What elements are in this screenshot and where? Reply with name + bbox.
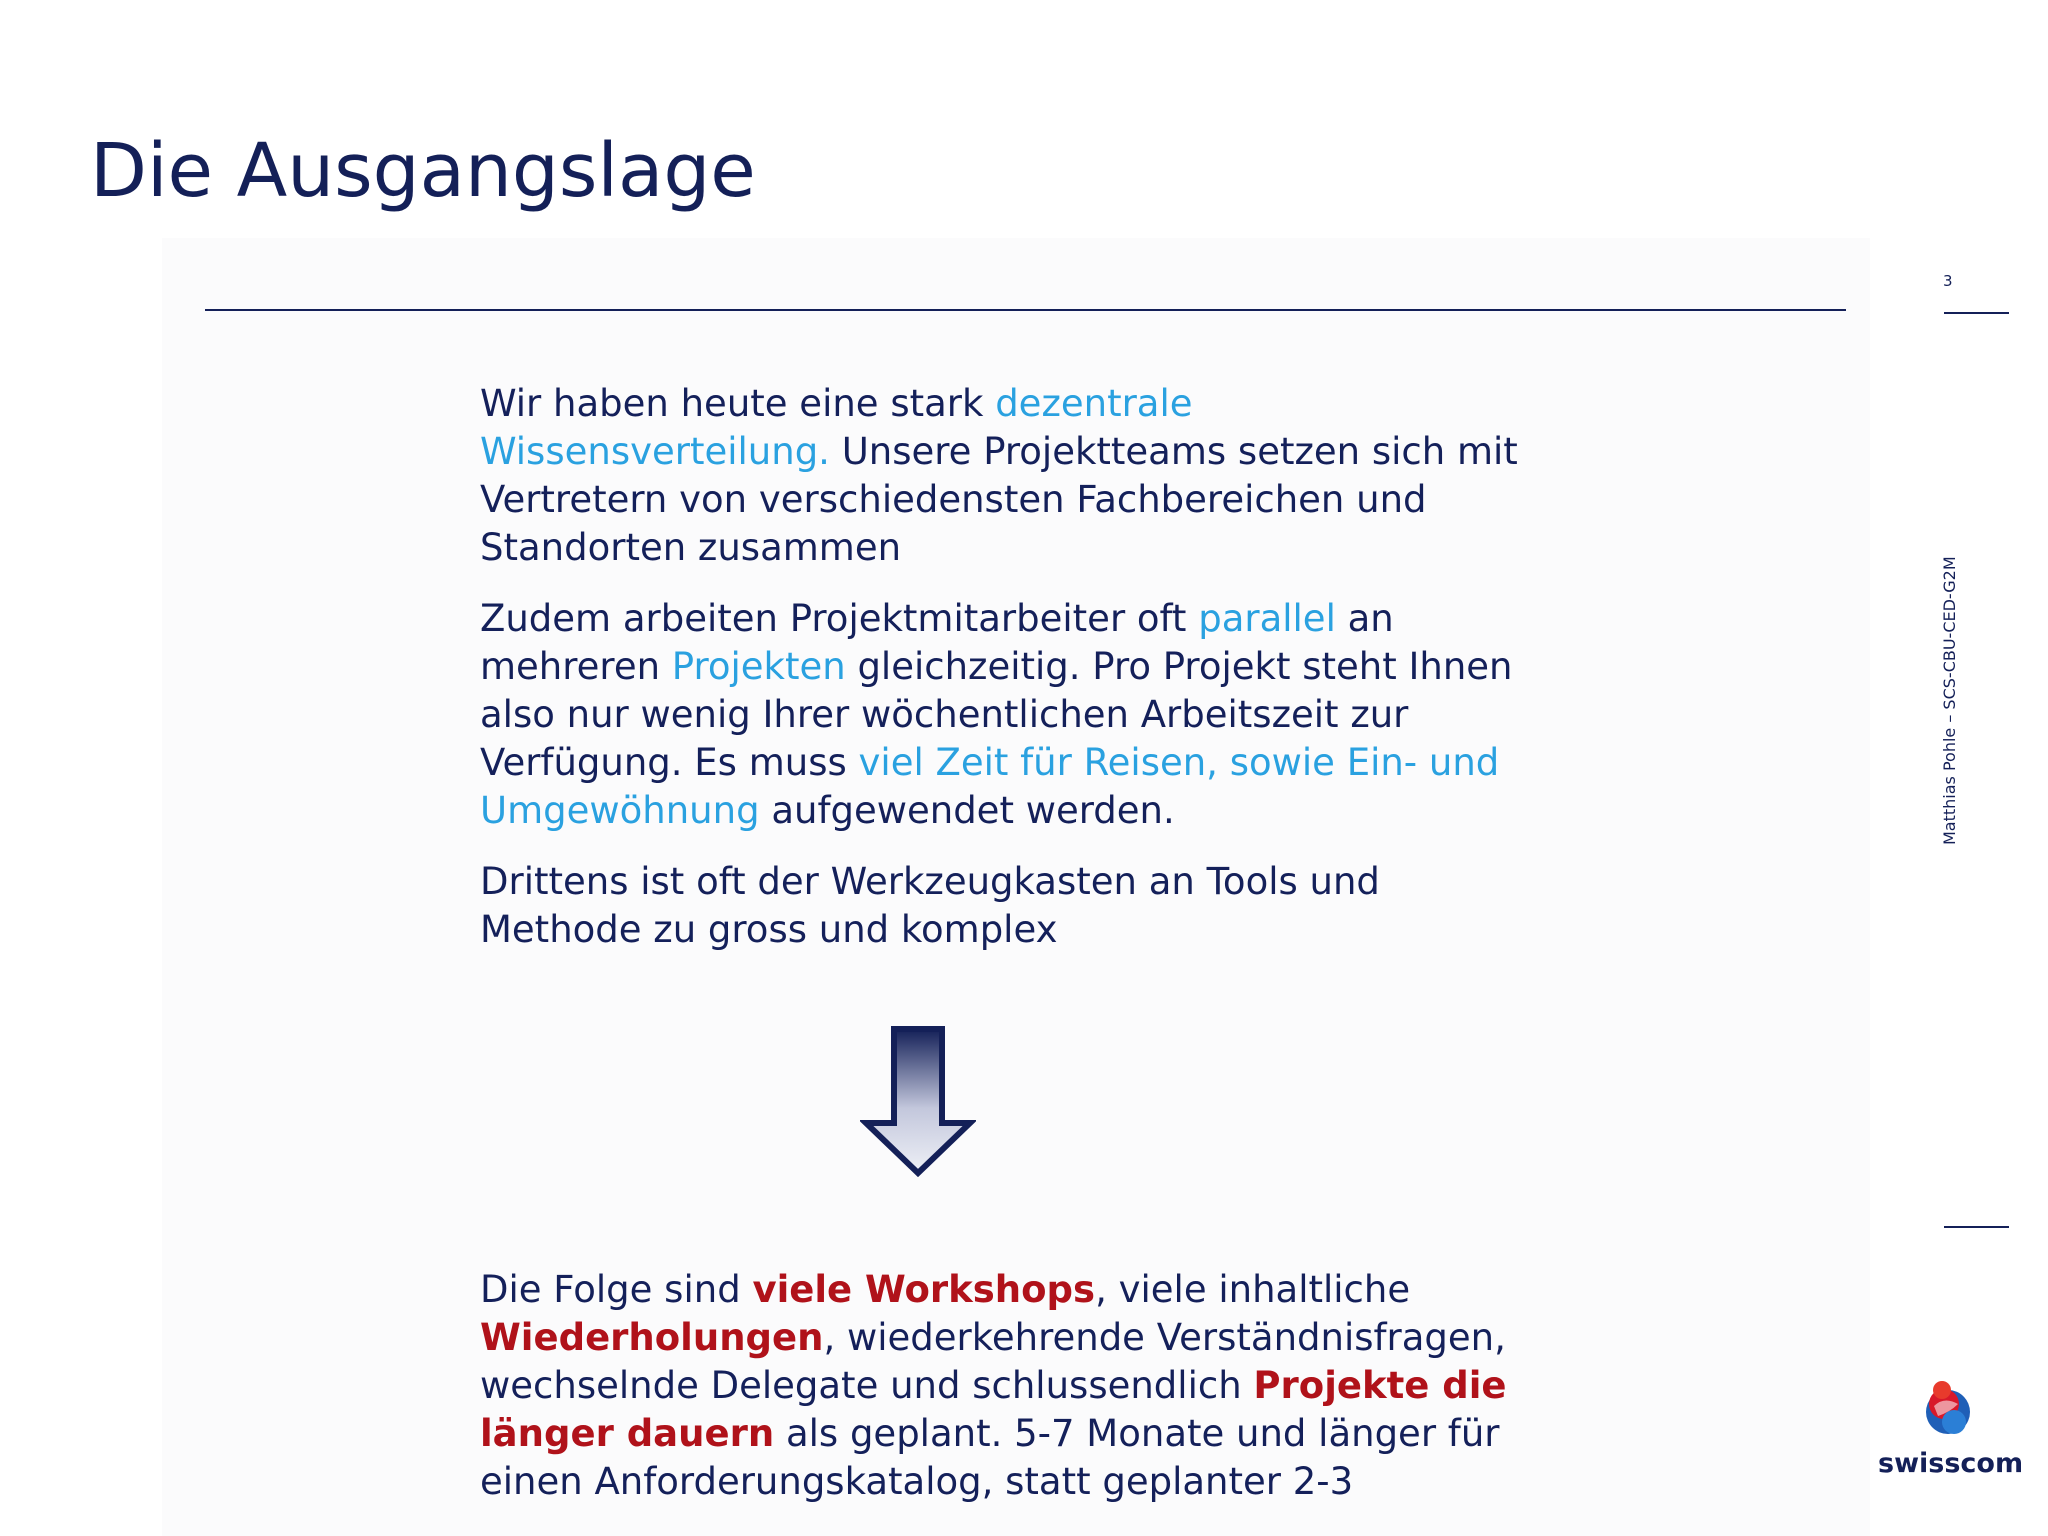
page-number: 3 (1943, 272, 1953, 290)
text-segment: aufgewendet werden. (759, 789, 1175, 832)
highlight-longer-projects: Projekte die länger dauern (480, 1364, 1507, 1455)
highlight-decentral-knowledge: dezentrale Wissensverteilung. (480, 382, 1193, 473)
highlight-parallel: parallel (1198, 597, 1336, 640)
swisscom-logo-icon (1920, 1376, 1972, 1442)
text-segment: Die Folge sind (480, 1268, 753, 1311)
author-line: Matthias Pohle – SCS-CBU-CED-G2M (1940, 556, 1959, 845)
paragraph-consequence (480, 1266, 1540, 1506)
highlight-many-workshops: viele Workshops (752, 1268, 1096, 1311)
paragraph-parallel-projects (480, 595, 1540, 835)
side-divider-bottom (1944, 1226, 2009, 1228)
highlight-travel-time: viel Zeit für Reisen, sowie Ein- und Umgewöhnung (480, 741, 1500, 832)
text-segment: Wir haben heute eine stark (480, 382, 996, 425)
text-segment: , wiederkehrende Verständnisfragen, wechselnde Delegate und schlussendlich (480, 1316, 1506, 1407)
highlight-repetitions: Wiederholungen (480, 1316, 824, 1359)
text-segment: als geplant. 5-7 Monate und länger für einen Anforderungskatalog, statt geplanter 2-3 (480, 1412, 1500, 1503)
paragraph-decentral-knowledge (480, 380, 1540, 572)
text-segment: , viele inhaltliche (1095, 1268, 1411, 1311)
title-divider (205, 309, 1846, 311)
highlight-projects: Projekten (671, 645, 846, 688)
slide-title: Die Ausgangslage (90, 128, 756, 214)
logo-wordmark: swisscom (1878, 1448, 2024, 1479)
text-segment: an mehreren (480, 597, 1394, 688)
text-segment: Unsere Projektteams setzen sich mit Vertretern von verschiedensten Fachbereichen und Standorten zusammen (480, 430, 1518, 569)
situation-text-block (480, 380, 1540, 977)
text-segment: Drittens ist oft der Werkzeugkasten an Tools und Methode zu gross und komplex (480, 860, 1380, 951)
text-segment: gleichzeitig. Pro Projekt steht Ihnen also nur wenig Ihrer wöchentlichen Arbeitszeit zur Verfügung. Es muss (480, 645, 1513, 784)
down-arrow-icon (860, 1025, 976, 1177)
paragraph-toolbox (480, 858, 1540, 954)
consequence-text-block (480, 1266, 1540, 1529)
swisscom-logo (1878, 1376, 2024, 1480)
text-segment: Zudem arbeiten Projektmitarbeiter oft (480, 597, 1199, 640)
side-divider-top (1944, 312, 2009, 314)
